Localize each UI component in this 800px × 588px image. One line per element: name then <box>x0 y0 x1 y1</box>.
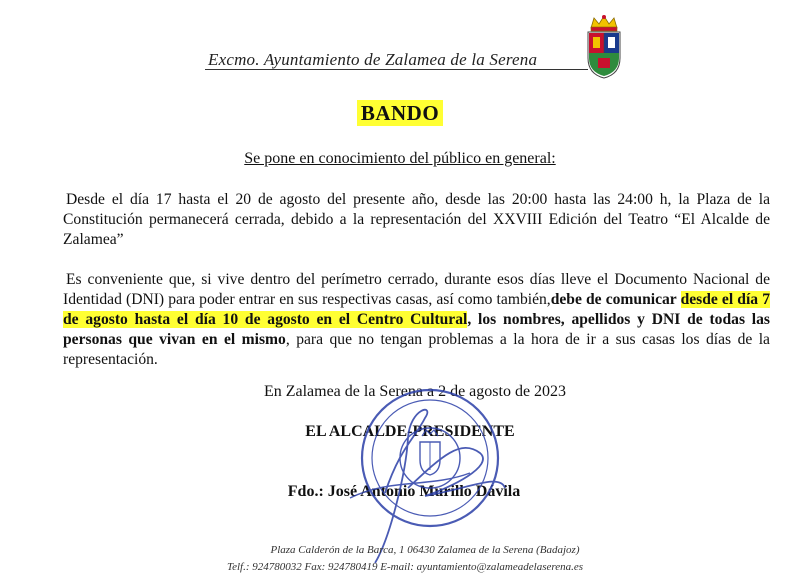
document-title: BANDO <box>357 100 443 126</box>
paragraph2-bold-end: , los nombres, apellidos y DNI de todas las personas que vivan en el mismo <box>63 311 770 348</box>
paragraph2-bold-start: debe de comunicar <box>550 291 681 308</box>
document-subtitle <box>0 150 800 168</box>
signatory-role: EL ALCALDE-PRESIDENTE <box>305 423 515 440</box>
footer-address: Plaza Calderón de la Barca, 1 06430 Zalamea de la Serena (Badajoz) <box>270 544 580 556</box>
paragraph-dni-notice <box>63 270 770 370</box>
title-container <box>0 100 800 126</box>
subtitle-text: Se pone en conocimiento del público en general: <box>244 150 556 167</box>
paragraph-closure-notice: Desde el día 17 hasta el 20 de agosto del presente año, desde las 20:00 hasta las 24:00 h, la Plaza de la Constitución permanecerá cerrada, debido a la representación del XXVIII Edición del Teatro “El Alcalde de Zalamea” <box>63 191 770 248</box>
paragraph2-highlight: desde el día 7 de agosto hasta el día 10 de agosto en el Centro Cultural <box>63 291 770 328</box>
header-divider <box>205 69 588 70</box>
signatory-name: Fdo.: José Antonio Murillo Dávila <box>287 483 521 500</box>
footer-contact: Telf.: 924780032 Fax: 924780419 E-mail: ayuntamiento@zalameadelaserena.es <box>226 561 584 573</box>
date-line: En Zalamea de la Serena a 2 de agosto de 2023 <box>263 383 567 400</box>
paragraph2-intro: Es conveniente que, si vive dentro del perímetro cerrado, durante esos días lleve el Documento Nacional de Identidad (DNI) para poder entrar en sus respectivas casas, así como también, <box>63 271 770 308</box>
paragraph2-ending: , para que no tengan problemas a la hora de ir a sus casas los días de la representación. <box>63 331 770 368</box>
coat-of-arms-icon <box>583 14 625 80</box>
institution-header: Excmo. Ayuntamiento de Zalamea de la Serena <box>208 50 538 69</box>
